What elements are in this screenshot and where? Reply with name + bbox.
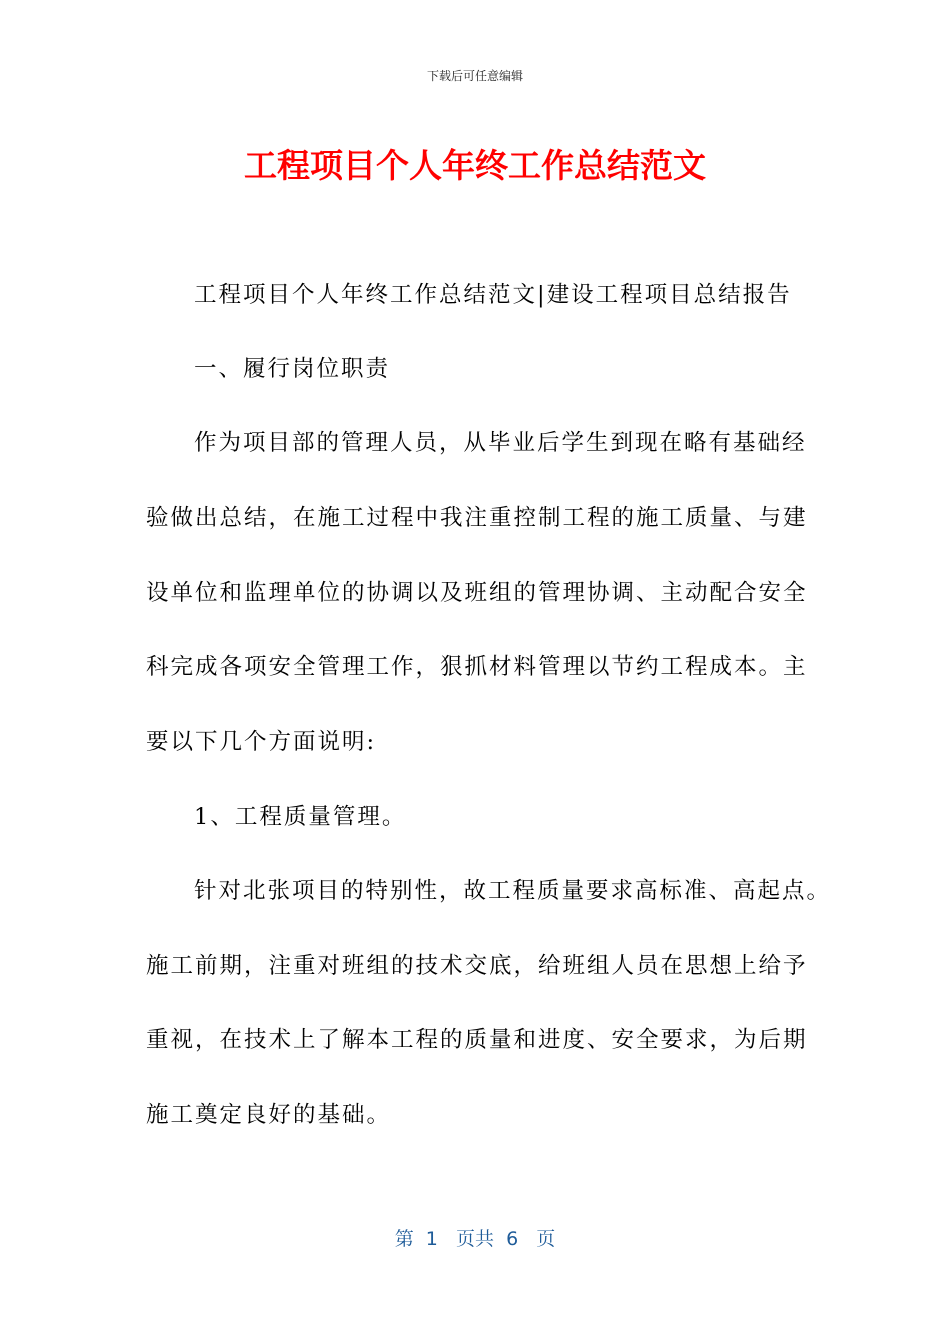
paragraph-line: 施工奠定良好的基础。 [146,1102,392,1128]
paragraph-line: 重视，在技术上了解本工程的质量和进度、安全要求，为后期 [146,1027,808,1053]
paragraph-line: 验做出总结，在施工过程中我注重控制工程的施工质量、与建 [146,505,808,531]
paragraph-line: 要以下几个方面说明: [146,729,377,755]
paragraph-subtitle: 工程项目个人年终工作总结范文|建设工程项目总结报告 [194,282,792,308]
header-note: 下载后可任意编辑 [426,69,523,83]
paragraph-line: 科完成各项安全管理工作，狠抓材料管理以节约工程成本。主 [146,654,808,680]
document-title: 工程项目个人年终工作总结范文 [244,146,706,185]
paragraph-line: 作为项目部的管理人员，从毕业后学生到现在略有基础经 [194,430,807,456]
paragraph-line: 施工前期，注重对班组的技术交底，给班组人员在思想上给予 [146,953,808,979]
paragraph-line: 针对北张项目的特别性，故工程质量要求高标准、高起点。 [194,878,832,904]
section-heading: 一、履行岗位职责 [194,356,391,382]
subsection-heading: 1、工程质量管理。 [194,804,407,830]
paragraph-line: 设单位和监理单位的协调以及班组的管理协调、主动配合安全 [146,580,808,606]
page-number-footer: 第 1 页共 6 页 [394,1228,556,1250]
